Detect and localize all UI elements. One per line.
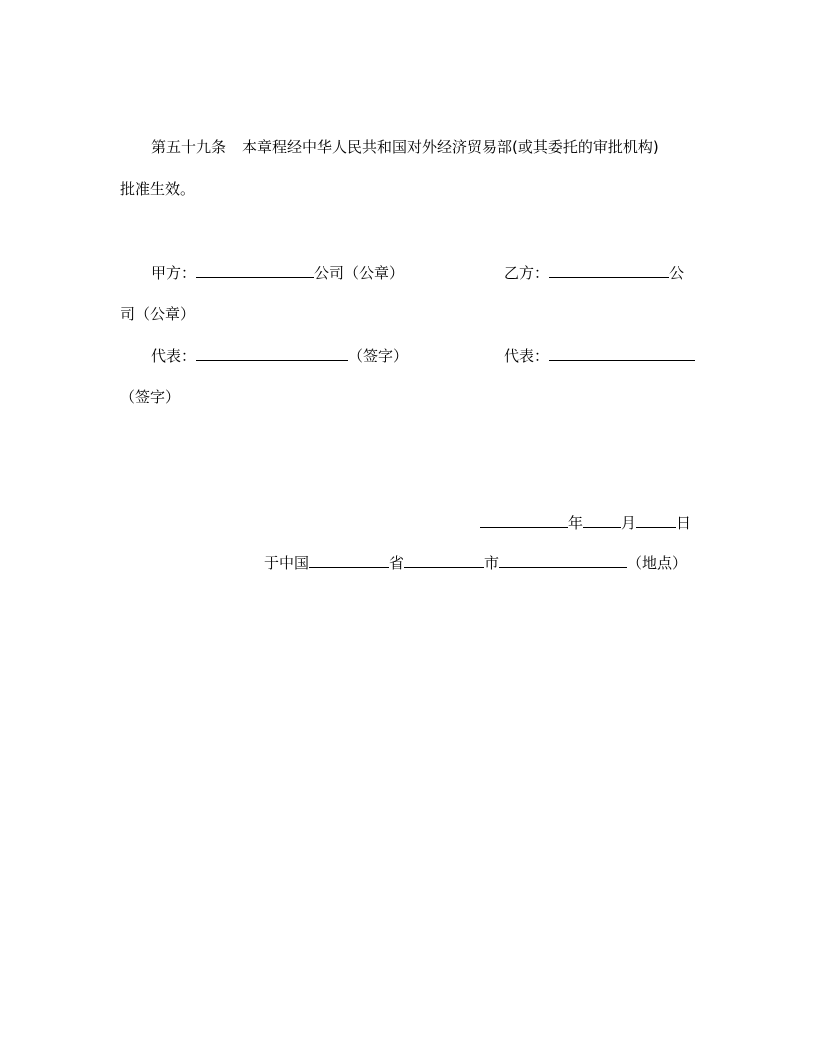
party-b-signature-blank <box>549 346 695 361</box>
place-line <box>264 553 687 571</box>
party-a-suffix: 公司（公章） <box>314 264 405 282</box>
party-a-rep-suffix: （签字） <box>348 347 409 365</box>
party-b-suffix-2: 司（公章） <box>120 305 196 323</box>
party-b-rep-suffix: （签字） <box>120 388 181 406</box>
day-label: 日 <box>676 514 692 532</box>
party-b-rep-label: 代表： <box>504 347 550 365</box>
province-label: 省 <box>389 554 405 572</box>
place-suffix: （地点） <box>627 554 688 572</box>
year-label: 年 <box>568 514 584 532</box>
party-a-company-blank <box>196 263 314 278</box>
party-b-suffix-1: 公 <box>669 264 685 282</box>
day-blank <box>636 513 676 528</box>
date-line <box>480 513 691 531</box>
city-label: 市 <box>484 554 500 572</box>
article-line-1 <box>151 138 659 156</box>
location-blank <box>499 553 627 568</box>
article-text-1: 本章程经中华人民共和国对外经济贸易部(或其委托的审批机构) <box>242 138 659 156</box>
party-a-signature-blank <box>196 346 348 361</box>
party-a-label: 甲方： <box>151 264 197 282</box>
article-line-2 <box>120 180 195 198</box>
province-blank <box>309 553 389 568</box>
party-b-suffix-line <box>120 305 195 323</box>
article-number: 第五十九条 <box>151 138 227 156</box>
party-a-line <box>151 263 404 281</box>
year-blank <box>480 513 568 528</box>
party-b-rep-suffix-line <box>120 388 180 406</box>
month-blank <box>583 513 621 528</box>
party-b-rep-line <box>504 346 695 364</box>
month-label: 月 <box>621 514 637 532</box>
party-a-rep-label: 代表： <box>151 347 197 365</box>
article-text-2: 批准生效。 <box>120 180 196 198</box>
party-a-rep-line <box>151 346 408 364</box>
party-b-company-blank <box>549 263 669 278</box>
party-b-line <box>504 263 684 281</box>
city-blank <box>404 553 484 568</box>
place-prefix: 于中国 <box>264 554 310 572</box>
party-b-label: 乙方： <box>504 264 550 282</box>
